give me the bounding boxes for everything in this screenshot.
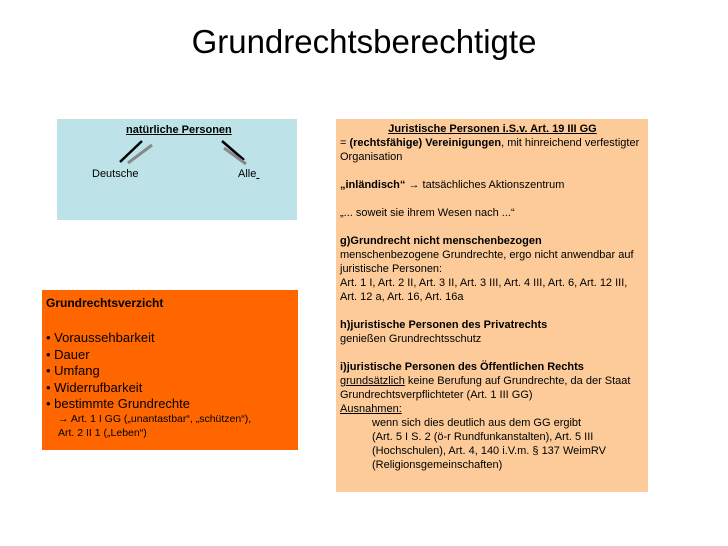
section-h-heading: h)juristische Personen des Privatrechts [340,319,548,331]
list-item: • Dauer [46,346,90,362]
list-item: • bestimmte Grundrechte [46,396,191,411]
exception-line: wenn sich dies deutlich aus dem GG ergibt [372,417,582,429]
slide-title: Grundrechtsberechtigte [191,23,537,60]
waiver-note [58,412,294,440]
waiver-note-line-2: Art. 2 II 1 („Leben“) [58,427,147,439]
deutsche-label: Deutsche [92,168,139,180]
section-i-heading: i)juristische Personen des Öffentlichen Rechts [340,361,584,373]
exception-line: (Art. 5 I S. 2 (ö-r Rundfunkanstalten), Art. 5 III [372,431,594,443]
wesen-line: „... soweit sie ihrem Wesen nach ...“ [340,207,515,219]
definition: = (rechtsfähige) Vereinigungen, mit hinreichend verfestigter Organisation [340,137,640,163]
section-g-text: menschenbezogene Grundrechte, ergo nicht anwendbar auf juristische Personen: [340,249,634,275]
exceptions-heading: Ausnahmen: [340,403,402,415]
alle-text: Alle [238,168,257,180]
branch-line-right-gray [224,148,246,164]
inland-line: „inländisch“ → tatsächliches Aktionszentrum [340,179,565,191]
waiver-heading: Grundrechtsverzicht [46,296,164,310]
legal-persons-heading: Juristische Personen i.S.v. Art. 19 III GG [388,123,597,135]
section-g-heading: g)Grundrecht nicht menschenbezogen [340,235,542,247]
natural-persons-heading: natürliche Personen [126,124,232,136]
list-item: • Voraussehbarkeit [46,330,155,345]
branch-line-left-gray [128,145,152,163]
branch-line-left-black [120,141,142,162]
exception-line: (Religionsgemeinschaften) [372,459,503,471]
legal-persons-text [340,122,645,472]
section-i-text: grundsätzlich keine Berufung auf Grundrechte, da der Staat Grundrechtsverpflichteter (Art. 1 III GG) [340,375,631,401]
list-item: • Umfang [46,363,100,378]
waiver-list [42,330,190,413]
exception-line: (Hochschulen), Art. 4, 140 i.V.m. § 137 WeimRV [372,445,606,457]
waiver-note-line-1: → Art. 1 I GG („unantastbar“, „schützen“), [58,413,252,425]
section-g-list: Art. 1 I, Art. 2 II, Art. 3 II, Art. 3 III, Art. 4 III, Art. 6, Art. 12 III, Art. 12 a, Art. 16, Art. 16a [340,277,628,303]
section-h-text: genießen Grundrechtsschutz [340,333,482,345]
alle-label [238,168,259,181]
list-item: • Widerrufbarkeit [46,379,143,395]
